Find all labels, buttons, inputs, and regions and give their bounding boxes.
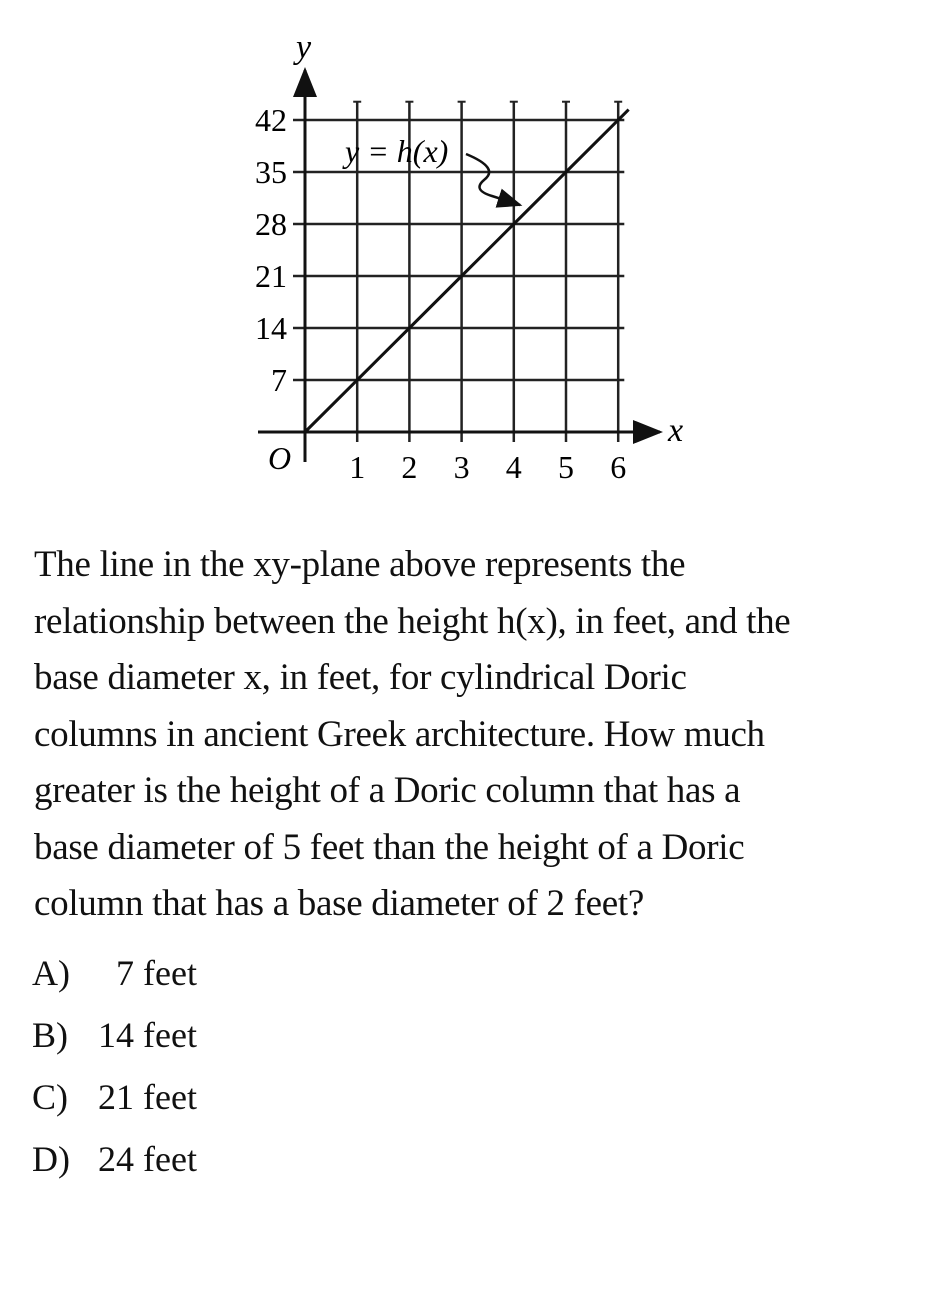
choice-text: 7 feet — [116, 953, 197, 993]
line-label-pointer — [466, 154, 520, 205]
y-tick-label: 35 — [255, 154, 287, 190]
answer-choices — [32, 942, 197, 1190]
choice-letter: C) — [32, 1077, 68, 1117]
question-text — [34, 537, 914, 933]
x-tick-label: 6 — [610, 449, 627, 485]
x-tick-label: 2 — [401, 449, 418, 485]
y-axis-label: y — [296, 29, 312, 66]
choice-letter: D) — [32, 1139, 70, 1179]
choice-c[interactable] — [32, 1066, 197, 1128]
x-tick-label: 4 — [505, 449, 522, 485]
question-line: The line in the xy-plane above represents the — [34, 544, 686, 585]
origin-label: O — [268, 440, 292, 476]
question-line: columns in ancient Greek architecture. How much — [34, 713, 765, 755]
question-line: base diameter x, in feet, for cylindrical Doric — [34, 657, 687, 698]
y-tick-label: 42 — [255, 102, 287, 138]
x-axis-label: x — [668, 412, 684, 449]
y-tick-label: 21 — [255, 258, 287, 294]
choice-a[interactable] — [32, 942, 197, 1004]
choice-text: 24 feet — [98, 1139, 197, 1179]
chart — [0, 0, 933, 520]
x-tick-label: 3 — [453, 449, 470, 485]
y-tick-label: 7 — [271, 362, 287, 398]
question-line: relationship between the height h(x), in feet, and the — [34, 600, 791, 642]
y-tick-label: 28 — [255, 206, 287, 242]
choice-b[interactable] — [32, 1004, 197, 1066]
choice-letter: B) — [32, 1015, 68, 1055]
question-line: column that has a base diameter of 2 feet? — [34, 883, 644, 924]
choice-text: 21 feet — [98, 1077, 197, 1117]
question-line: greater is the height of a Doric column that has a — [34, 770, 741, 811]
choice-letter: A) — [32, 953, 70, 993]
choice-d[interactable] — [32, 1128, 197, 1190]
x-tick-label: 5 — [558, 449, 574, 485]
x-tick-label: 1 — [349, 449, 366, 485]
y-tick-label: 14 — [255, 310, 287, 346]
choice-text: 14 feet — [98, 1015, 197, 1055]
question-line: base diameter of 5 feet than the height of a Doric — [34, 826, 745, 868]
line-label: y = h(x) — [345, 133, 449, 169]
